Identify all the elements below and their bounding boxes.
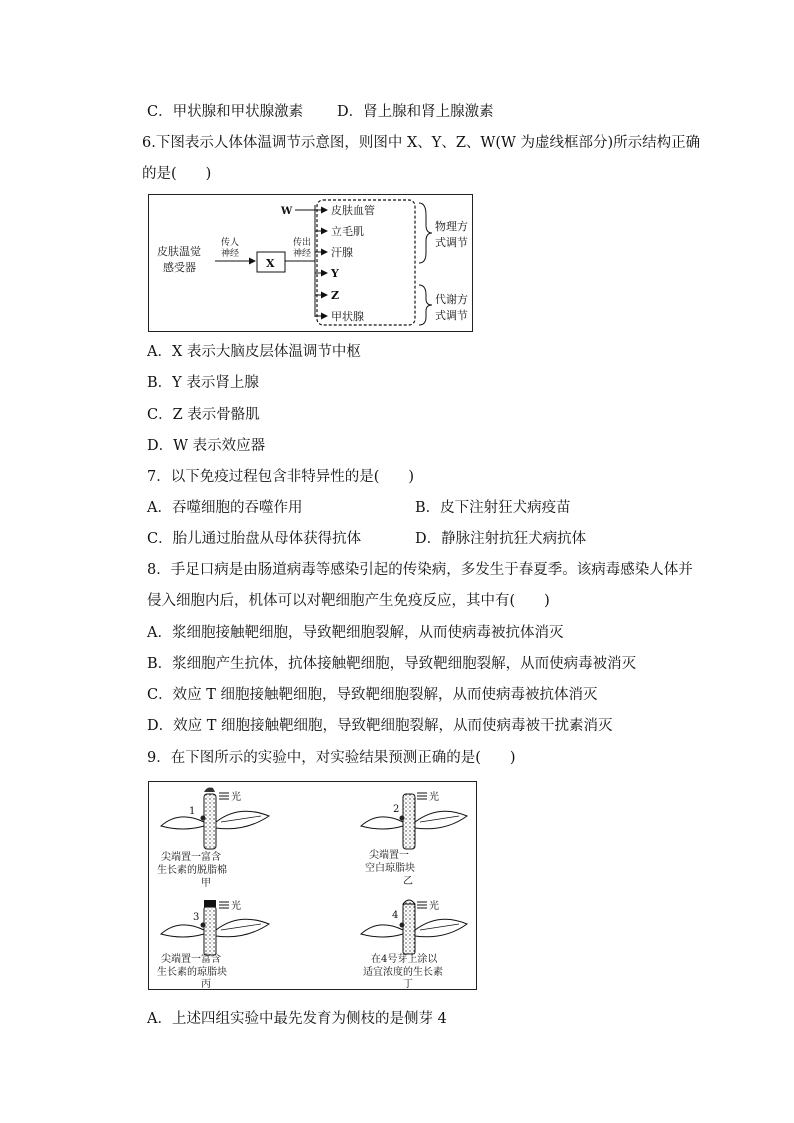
q6-stem-line1: 6.下图表示人体体温调节示意图，则图中 X、Y、Z、W(W 为虚线框部分)所示结构正确 bbox=[142, 135, 701, 151]
q6-option-d: D．W 表示效应器 bbox=[147, 438, 266, 454]
stem-3 bbox=[204, 907, 216, 955]
effector-arrector-pili: 立毛肌 bbox=[331, 225, 364, 238]
caption-3b: 生长素的琼脂块 bbox=[157, 967, 227, 978]
caption-1b: 生长素的脱脂棉 bbox=[157, 865, 227, 876]
bud-number-3: 3 bbox=[193, 912, 200, 923]
caption-1a: 尖端置一富含 bbox=[161, 852, 221, 863]
caption-3a: 尖端置一富含 bbox=[161, 954, 221, 965]
q6-option-a: A．X 表示大脑皮层体温调节中枢 bbox=[147, 344, 361, 360]
thermoregulation-diagram-svg bbox=[149, 195, 472, 331]
physical-label-2: 式调节 bbox=[435, 236, 468, 249]
q7-option-a: A．吞噬细胞的吞噬作用 bbox=[147, 500, 303, 516]
afferent-label-1: 传人 bbox=[221, 238, 240, 248]
bud-experiment-figure bbox=[148, 781, 477, 990]
physical-label-1: 物理方 bbox=[435, 220, 468, 233]
q7-option-c: C．胎儿通过胎盘从母体获得抗体 bbox=[147, 531, 362, 547]
right-leaf-1 bbox=[216, 811, 269, 829]
x-label: X bbox=[266, 257, 275, 270]
right-leaf-2 bbox=[415, 811, 467, 829]
effector-z: Z bbox=[331, 289, 340, 302]
lateral-bud-1 bbox=[201, 816, 206, 821]
left-leaf-3 bbox=[161, 925, 204, 937]
effector-thyroid: 甲状腺 bbox=[331, 310, 364, 323]
cotton-tip-1 bbox=[204, 788, 215, 793]
receptor-label-2: 感受器 bbox=[163, 261, 196, 274]
intact-tip-4 bbox=[403, 900, 415, 904]
left-leaf-2 bbox=[361, 817, 403, 829]
caption-2b: 空白琼脂块 bbox=[365, 863, 415, 874]
metabolic-label-1: 代谢方 bbox=[435, 293, 468, 306]
stem-1 bbox=[204, 794, 216, 849]
q8-stem-line2: 侵入细胞内后，机体可以对靶细胞产生免疫反应，其中有( ) bbox=[147, 593, 550, 609]
stem-4 bbox=[403, 904, 415, 954]
q5-option-c: C．甲状腺和甲状腺激素 bbox=[147, 104, 304, 120]
right-leaf-3 bbox=[216, 919, 269, 937]
caption-4b: 适宜浓度的生长素 bbox=[363, 967, 443, 978]
q9-option-a: A．上述四组实验中最先发育为侧枝的是侧芽 4 bbox=[147, 1011, 447, 1027]
panel-name-3: 丙 bbox=[201, 979, 211, 989]
effector-skin-vessel: 皮肤血管 bbox=[331, 204, 375, 217]
q6-stem-line2: 的是( ) bbox=[142, 166, 212, 182]
q6-option-b: B．Y 表示肾上腺 bbox=[147, 375, 259, 391]
efferent-label-2: 神经 bbox=[293, 249, 312, 259]
q7-option-d: D．静脉注射抗狂犬病抗体 bbox=[415, 531, 587, 547]
lateral-bud-3 bbox=[201, 923, 206, 928]
q7-option-b: B．皮下注射狂犬病疫苗 bbox=[415, 500, 571, 516]
physical-brace bbox=[419, 203, 432, 263]
w-dashed-box bbox=[317, 200, 415, 325]
caption-4a: 在4号芽上涂以 bbox=[371, 954, 438, 965]
stem-2 bbox=[403, 794, 415, 849]
right-leaf-4 bbox=[415, 919, 467, 937]
effector-y: Y bbox=[331, 267, 339, 280]
light-label-3: 光 bbox=[231, 901, 241, 912]
light-label-2: 光 bbox=[429, 792, 439, 803]
bud-number-2: 2 bbox=[393, 804, 400, 815]
w-label: W bbox=[281, 206, 293, 217]
efferent-label-1: 传出 bbox=[293, 238, 312, 248]
q7-stem: 7．以下免疫过程包含非特异性的是( ) bbox=[147, 469, 415, 485]
q5-option-d: D．肾上腺和肾上腺激素 bbox=[337, 104, 494, 120]
light-label-1: 光 bbox=[231, 792, 241, 803]
panel-name-4: 丁 bbox=[403, 979, 413, 989]
q6-option-c: C．Z 表示骨骼肌 bbox=[147, 407, 260, 423]
receptor-label-1: 皮肤温觉 bbox=[157, 245, 201, 258]
q8-option-d: D．效应 T 细胞接触靶细胞，导致靶细胞裂解，从而使病毒被干扰素消灭 bbox=[147, 718, 613, 734]
metabolic-label-2: 式调节 bbox=[435, 309, 468, 322]
panel-yi bbox=[361, 790, 467, 887]
q8-stem-line1: 8．手足口病是由肠道病毒等感染引起的传染病，多发生于春夏季。该病毒感染人体并 bbox=[147, 562, 693, 578]
afferent-label-2: 神经 bbox=[221, 249, 240, 259]
q8-option-a: A．浆细胞接触靶细胞，导致靶细胞裂解，从而使病毒被抗体消灭 bbox=[147, 625, 564, 641]
panel-ding bbox=[361, 899, 467, 989]
panel-jia bbox=[157, 788, 269, 890]
lateral-bud-4 bbox=[400, 923, 405, 928]
thermoregulation-diagram bbox=[148, 194, 473, 332]
q8-option-c: C．效应 T 细胞接触靶细胞，导致靶细胞裂解，从而使病毒被抗体消灭 bbox=[147, 687, 598, 703]
lateral-bud-2 bbox=[400, 816, 405, 821]
bud-number-4: 4 bbox=[392, 910, 399, 921]
metabolic-brace bbox=[419, 285, 432, 325]
left-leaf-4 bbox=[361, 925, 403, 937]
q8-option-b: B．浆细胞产生抗体，抗体接触靶细胞，导致靶细胞裂解，从而使病毒被消灭 bbox=[147, 656, 637, 672]
agar-block-3 bbox=[204, 900, 216, 907]
left-leaf-1 bbox=[161, 817, 204, 829]
panel-name-1: 甲 bbox=[201, 878, 211, 889]
light-label-4: 光 bbox=[429, 901, 439, 912]
panel-bing bbox=[157, 899, 269, 989]
panel-name-2: 乙 bbox=[403, 876, 413, 887]
bud-experiment-svg bbox=[149, 782, 476, 989]
effector-sweat-gland: 汗腺 bbox=[331, 246, 353, 259]
q9-stem: 9．在下图所示的实验中，对实验结果预测正确的是( ) bbox=[147, 750, 516, 766]
bud-number-1: 1 bbox=[189, 806, 196, 817]
caption-2a: 尖端置一 bbox=[369, 850, 409, 861]
